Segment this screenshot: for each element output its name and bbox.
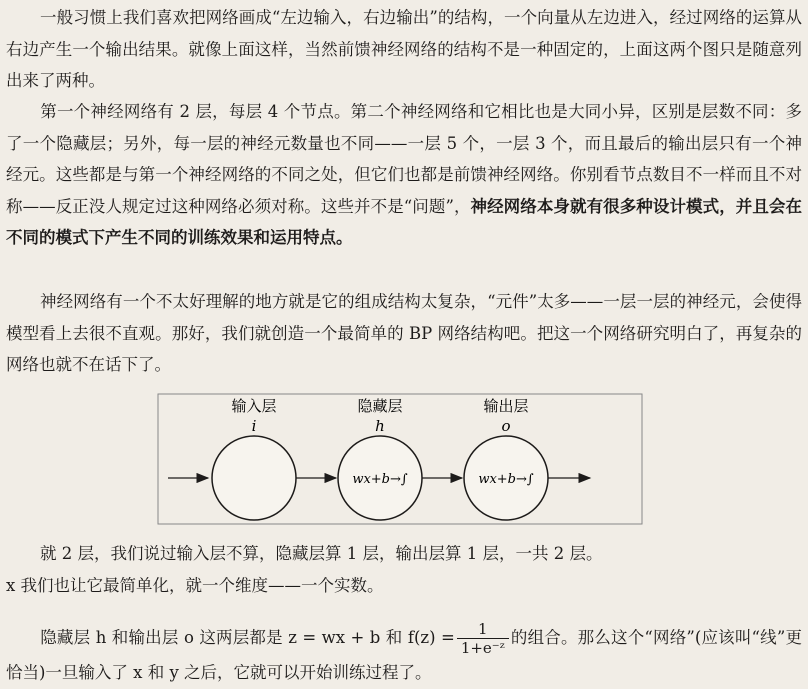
- paragraph-4: [6, 538, 802, 570]
- output-layer-label: 输出层: [483, 397, 529, 415]
- paragraph-6-text-a: 隐藏层 h 和输出层 o 这两层都是 z = wx + b 和 f(z) =: [40, 628, 455, 647]
- input-layer-var: i: [251, 417, 257, 435]
- paragraph-2: [6, 96, 802, 254]
- paragraph-5: [6, 570, 802, 602]
- paragraph-6: [6, 620, 802, 689]
- input-layer-node: [212, 436, 296, 520]
- paragraph-5-text: x 我们也让它最简单化，就一个维度——一个实数。: [6, 576, 384, 595]
- input-layer-label: 输入层: [231, 397, 277, 415]
- paragraph-6-text-b: 的组合。那么这个“网络”(应该叫“线”更恰当)一旦输入了 x 和 y 之后，它就可以开始训练过程了。: [6, 628, 802, 682]
- output-layer-var: o: [501, 417, 511, 435]
- fraction-denominator: 1+e⁻ᶻ: [460, 639, 505, 657]
- sigmoid-fraction: [457, 620, 509, 657]
- paragraph-2-bold-text: 神经网络本身就有很多种设计模式，并且会在不同的模式下产生不同的训练效果和运用特点。: [6, 196, 802, 247]
- network-diagram: [150, 386, 650, 536]
- paragraph-4-text: 就 2 层，我们说过输入层不算，隐藏层算 1 层，输出层算 1 层，一共 2 层。: [40, 544, 603, 563]
- paragraph-1: [6, 2, 802, 97]
- output-layer-function: wx+b→∫: [478, 472, 534, 487]
- paragraph-1-text: 一般习惯上我们喜欢把网络画成“左边输入，右边输出”的结构，一个向量从左边进入，经过网络的运算从右边产生一个输出结果。就像上面这样，当然前馈神经网络的结构不是一种固定的，上面这两个图只是随意列出来了两种。: [6, 8, 802, 90]
- hidden-layer-label: 隐藏层: [357, 397, 403, 415]
- paragraph-3-text: 神经网络有一个不太好理解的地方就是它的组成结构太复杂，“元件”太多——一层一层的神经元，会使得模型看上去很不直观。那好，我们就创造一个最简单的 BP 网络结构吧。把这一个网络研究明白了，再复杂的网络也就不在话下了。: [6, 292, 802, 374]
- hidden-layer-var: h: [375, 417, 385, 435]
- fraction-numerator: 1: [457, 620, 509, 639]
- paragraph-2-text: 第一个神经网络有 2 层，每层 4 个节点。第二个神经网络和它相比也是大同小异，区别是层数不同：多了一个隐藏层；另外，每一层的神经元数量也不同——一层 5 个，一层 3 个，而且最后的输出层只有一个神经元。这些都是与第一个神经网络的不同之处，但它们也都是前馈神经网络。你别看节点数目不一样而且不对称——反正没人规定过这种网络必须对称。这些并不是“问题”，: [6, 102, 802, 216]
- hidden-layer-function: wx+b→∫: [352, 472, 408, 487]
- paragraph-3: [6, 286, 802, 381]
